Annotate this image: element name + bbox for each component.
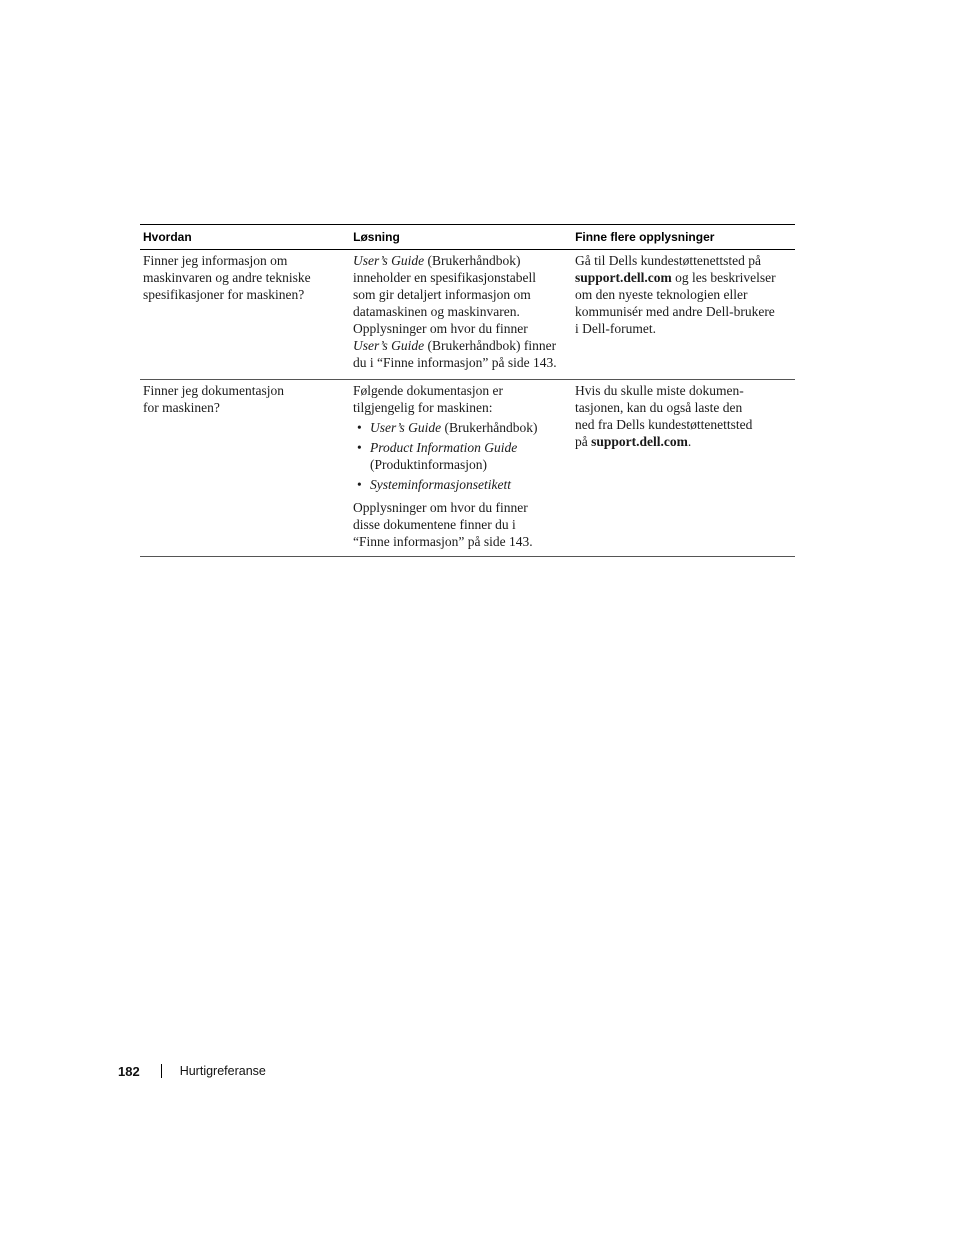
solution-cell — [350, 380, 572, 556]
users-guide-title: User’s Guide — [353, 338, 425, 353]
solution-line — [353, 337, 568, 354]
solution-text: (Brukerhåndbok) — [424, 253, 521, 268]
section-title: Hurtigreferanse — [179, 1064, 266, 1078]
support-link[interactable]: support.dell.com — [575, 270, 672, 285]
footer-divider — [161, 1064, 162, 1078]
list-item — [353, 476, 568, 493]
more-info-line: kommunisér med andre Dell-brukere — [575, 304, 775, 319]
question-line: Finner jeg informasjon om — [143, 253, 288, 268]
bullet-icon: • — [357, 477, 362, 492]
list-item — [353, 439, 568, 473]
more-info-line — [575, 269, 791, 286]
solution-line: Opplysninger om hvor du finner — [353, 321, 528, 336]
solution-outro — [353, 499, 568, 550]
list-item-text: (Brukerhåndbok) — [441, 420, 538, 435]
more-info-line: ned fra Dells kundestøttenettsted — [575, 417, 753, 432]
bullet-icon: • — [357, 440, 362, 455]
question-line: maskinvaren og andre tekniske — [143, 270, 311, 285]
question-cell — [140, 250, 350, 379]
solution-line: som gir detaljert informasjon om — [353, 287, 531, 302]
solution-line: Følgende dokumentasjon er — [353, 383, 503, 398]
list-item-text: (Produktinformasjon) — [370, 457, 487, 472]
solution-cell — [350, 250, 572, 379]
solution-line: disse dokumentene finner du i — [353, 517, 516, 532]
question-cell — [140, 380, 350, 556]
header-losning: Løsning — [353, 230, 400, 244]
page-number: 182 — [118, 1063, 140, 1079]
table-header — [140, 225, 795, 250]
table-row — [140, 250, 795, 380]
solution-line: inneholder en spesifikasjonstabell — [353, 270, 536, 285]
users-guide-title: User’s Guide — [370, 420, 442, 435]
solution-line — [353, 252, 568, 269]
info-table — [140, 224, 795, 557]
more-info-line — [575, 433, 791, 450]
solution-line: tilgjengelig for maskinen: — [353, 400, 493, 415]
question-line: Finner jeg dokumentasjon — [143, 383, 284, 398]
solution-line: datamaskinen og maskinvaren. — [353, 304, 520, 319]
list-item — [353, 419, 568, 436]
header-hvordan: Hvordan — [143, 230, 192, 244]
solution-line: du i “Finne informasjon” på side 143. — [353, 355, 557, 370]
more-info-text: på — [575, 434, 592, 449]
question-line: for maskinen? — [143, 400, 220, 415]
system-info-label-title: Systeminformasjonsetikett — [370, 477, 511, 492]
page-footer — [118, 1061, 266, 1081]
more-info-line: i Dell-forumet. — [575, 321, 656, 336]
question-line: spesifikasjoner for maskinen? — [143, 287, 305, 302]
header-finne-flere: Finne flere opplysninger — [575, 230, 715, 244]
users-guide-title: User’s Guide — [353, 253, 425, 268]
more-info-line: Hvis du skulle miste dokumen- — [575, 383, 744, 398]
more-info-text: og les beskrivelser — [671, 270, 776, 285]
document-list — [353, 419, 568, 493]
solution-line: “Finne informasjon” på side 143. — [353, 534, 533, 549]
support-link[interactable]: support.dell.com — [591, 434, 688, 449]
table-row — [140, 380, 795, 557]
more-info-line: Gå til Dells kundestøttenettsted på — [575, 253, 761, 268]
more-info-text: . — [687, 434, 692, 449]
solution-line: Opplysninger om hvor du finner — [353, 500, 528, 515]
product-info-guide-title: Product Information Guide — [370, 440, 518, 455]
solution-text: (Brukerhåndbok) finner — [424, 338, 557, 353]
more-info-cell — [572, 250, 795, 379]
more-info-line: tasjonen, kan du også laste den — [575, 400, 743, 415]
bullet-icon: • — [357, 420, 362, 435]
more-info-cell — [572, 380, 795, 556]
more-info-line: om den nyeste teknologien eller — [575, 287, 748, 302]
